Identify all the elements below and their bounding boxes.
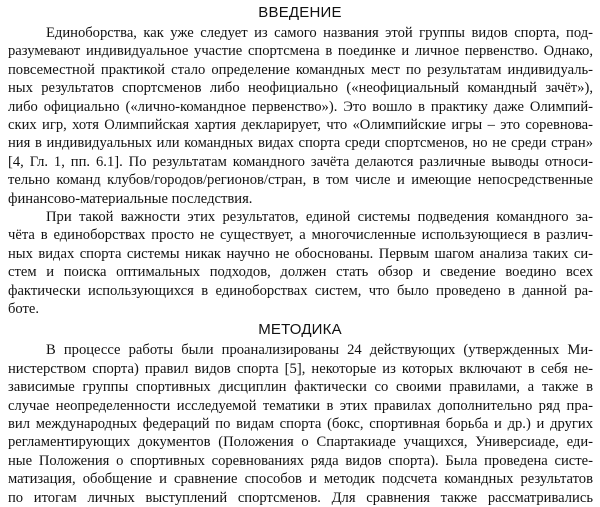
text-line: повсеместной практикой стало определение командных мест по результатам индивидуаль-: [8, 61, 593, 78]
text-line: фактически использующихся в единоборствах систем, что было проведено в данной ра-: [8, 282, 593, 299]
text-line: [4, Гл. 1, пп. 6.1]. По результатам командного зачёта делаются различные выводы относи-: [8, 153, 593, 170]
text-line: При такой важности этих результатов, единой системы подведения командного за-: [46, 209, 593, 225]
text-line: боте.: [8, 301, 40, 317]
section-heading-introduction: ВВЕДЕНИЕ: [258, 4, 342, 21]
text-line: стем и поиска оптимальных подходов, должен стать обзор и сведение воедино всех: [8, 264, 593, 281]
text-line: ных видах спорта системы никак научно не обоснованы. Первым шагом анализа таких си-: [8, 245, 593, 262]
text-line: финансово-материальные последствия.: [8, 190, 253, 207]
section-heading-methodology: МЕТОДИКА: [258, 321, 342, 339]
text-line: либо официально («лично-командное первенство»). Это вошло в практику даже Олимпий-: [8, 98, 593, 115]
text-line: ных результатов спортсменов либо неофициально («неофициальный командный зачёт»),: [8, 80, 593, 97]
text-line: зависимые группы спортивных дисциплин фактически со своими правилами, а также в: [8, 379, 593, 396]
text-line: вил международных федераций по видам спорта (бокс, спортивная борьба и др.) и других: [8, 416, 593, 432]
text-line: В процессе работы были проанализированы 24 действующих (утвержденных Ми-: [46, 342, 593, 359]
text-line: тельно команд клубов/городов/регионов/стран, в том числе и имеющие непосредственные: [8, 172, 593, 189]
text-line: нистерством спорта) правил видов спорта [5], некоторые из которых включают в себя не-: [8, 360, 593, 377]
text-line: регламентирующих документов (Положения о Спартакиаде учащихся, Универсиаде, еди-: [8, 434, 593, 451]
text-line: матизация, обобщение и сравнение способов и методик подсчета командных результатов: [8, 471, 593, 488]
text-line: ные Положения о спортивных соревнованиях ряда видов спорта). Была проведена систе-: [8, 452, 593, 469]
text-line: разумевают индивидуальное участие спортсмена в поединке и личное первенство. Однако,: [8, 43, 593, 60]
text-line: Единоборства, как уже следует из самого названия этой группы видов спорта, под-: [46, 25, 593, 41]
text-line: ния в индивидуальных или командных видах спорта среди спортсменов, но не среди стран»: [8, 135, 593, 152]
text-line: случае неопределенности исследуемой тематики в этих правилах дополнительно ряд пра-: [8, 397, 593, 414]
text-line: по итогам личных выступлений спортсменов. Для сравнения также рассматривались: [8, 489, 593, 506]
text-line: ских игр, хотя Олимпийская хартия декларирует, что «Олимпийские игры – это соревнова-: [8, 117, 593, 133]
text-line: чёта в единоборствах просто не существует, а многочисленные использующиеся в различ-: [8, 227, 593, 244]
